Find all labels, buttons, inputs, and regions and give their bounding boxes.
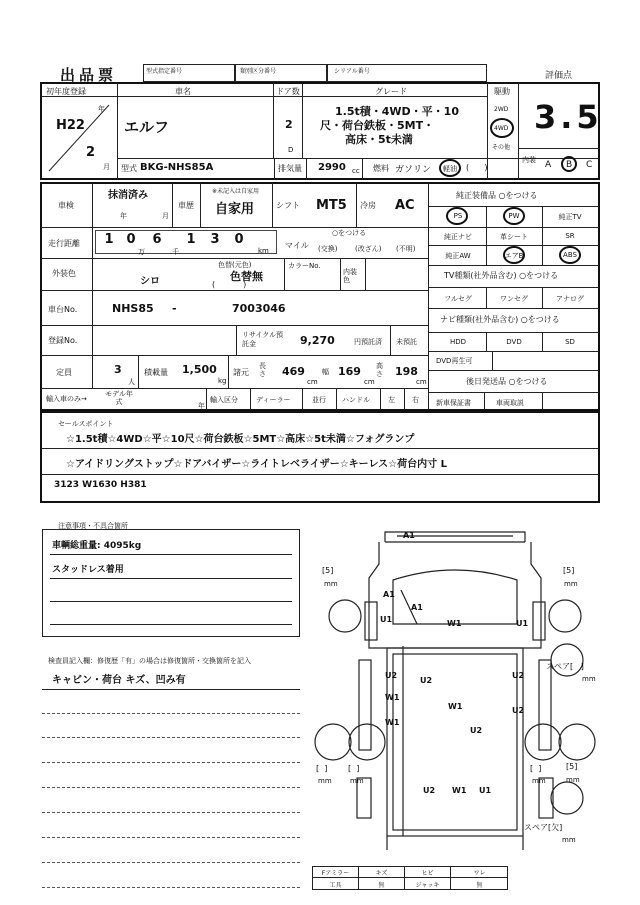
naisou-label: 内装 xyxy=(522,156,536,164)
tire-rl1: [ ] xyxy=(316,764,328,773)
equip-leather: 革シート xyxy=(500,233,528,241)
model-year-nen: 年 xyxy=(198,402,205,410)
inspector-line1: キャビン・荷台 キズ、凹み有 xyxy=(52,675,186,686)
dmg-a1-cab: A1 xyxy=(411,603,423,612)
tv-oneseg: ワンセグ xyxy=(500,295,528,303)
import-heiko: 並行 xyxy=(312,396,326,404)
sales-line2: ☆アイドリングストップ☆ドアバイザー☆ライトレベライザー☆キーレス☆荷台内寸 L xyxy=(66,459,447,470)
tv-title: TV種類(社外品含む) ○をつける xyxy=(444,271,559,280)
tire-fr-unit: mm xyxy=(564,580,578,588)
equip-abs-circle xyxy=(559,246,581,264)
chassis-dash: - xyxy=(172,302,177,315)
recycle-yotaku: 円預託済 xyxy=(354,338,382,346)
mileage-man: 万 xyxy=(138,248,145,256)
shaken-tsuki: 月 xyxy=(162,212,169,220)
tv-fullseg: フルセグ xyxy=(444,295,472,303)
tire-rl1-unit: mm xyxy=(318,777,332,785)
equip-pw: PW xyxy=(508,212,520,220)
equip-airbag: エアB xyxy=(504,252,524,260)
chassis-label: 車台No. xyxy=(48,305,78,314)
fuel-option-circle xyxy=(439,159,461,177)
mileage-digit-2: 0 xyxy=(126,232,136,247)
handle-right: 右 xyxy=(412,396,419,404)
tire-rr1: [ ] xyxy=(530,764,542,773)
mileage-digit-5: 3 xyxy=(210,232,220,247)
shareki-value: 自家用 xyxy=(215,202,255,217)
after-manual: 車両取説 xyxy=(496,399,524,407)
legend-ware: ワレ xyxy=(473,870,486,877)
spare-top-unit: mm xyxy=(582,675,596,683)
fuel-paren: ( ) xyxy=(466,163,488,172)
irogae-value: 色替無 xyxy=(230,270,263,283)
shaken-label: 車検 xyxy=(58,201,74,210)
teiin-unit: 人 xyxy=(128,378,135,386)
dmg-u2-rear: U2 xyxy=(423,786,436,795)
registration-label: 登録No. xyxy=(48,336,78,345)
equip-ps-circle xyxy=(446,207,468,225)
month-value: 2 xyxy=(86,145,96,160)
mileage-km: km xyxy=(258,247,269,255)
chassis-prefix: NHS85 xyxy=(112,302,154,315)
height-value: 198 xyxy=(395,365,418,378)
grade-line1: 1.5t積・4WD・平・10 xyxy=(335,105,459,118)
sales-label: セールスポイント xyxy=(58,420,114,428)
handle-label: ハンドル xyxy=(342,396,370,404)
dmg-w1-cab: W1 xyxy=(447,619,462,628)
handle-left: 左 xyxy=(388,396,395,404)
shaken-value: 抹消済み xyxy=(108,190,148,201)
displacement-label: 排気量 xyxy=(278,164,302,173)
shonendo-label: 初年度登録 xyxy=(46,87,86,96)
irogae-paren: ( ) xyxy=(212,280,247,289)
dmg-w1-rear: W1 xyxy=(452,786,467,795)
ruibetsu-label: 類別区分番号 xyxy=(240,68,277,75)
color-value: シロ xyxy=(140,276,160,287)
jikayo-note: ※未記入は自家用 xyxy=(212,188,260,195)
legend-kizu: キズ xyxy=(375,870,388,877)
teiin-label: 定員 xyxy=(56,368,72,377)
dmg-w1-left: W1 xyxy=(385,693,400,702)
month-suffix: 月 xyxy=(103,163,110,171)
sales-line3: 3123 W1630 H381 xyxy=(54,480,147,490)
sekisai-label: 積載量 xyxy=(144,368,168,377)
tire-rl2-unit: mm xyxy=(350,777,364,785)
dmg-u2-bed1: U2 xyxy=(420,676,433,685)
width-value: 169 xyxy=(338,365,361,378)
length-label: 長さ xyxy=(259,362,266,378)
tire-fl: [5] xyxy=(322,566,334,575)
navi-sd: SD xyxy=(565,338,575,346)
fuel-label: 燃料 xyxy=(373,164,389,173)
after-warranty: 新車保証書 xyxy=(436,399,471,407)
fuel-option: 軽油 xyxy=(443,165,457,173)
grade-line2: 尺・荷台鉄板・5MT・ xyxy=(320,119,435,132)
grade-line3: 高床・5t未満 xyxy=(345,133,413,146)
interior-b-circle xyxy=(561,156,577,172)
mileage-digit-6: 0 xyxy=(234,232,244,247)
maru-label: ○をつける xyxy=(332,229,367,237)
dmg-a1-front: A1 xyxy=(403,531,415,540)
tire-rr2-unit: mm xyxy=(566,776,580,784)
mile-label: マイル xyxy=(285,241,309,250)
height-unit: cm xyxy=(416,378,427,386)
equip-navi: 純正ナビ xyxy=(444,233,472,241)
shogen-label: 諸元 xyxy=(233,368,249,377)
dvd-label: DVD再生可 xyxy=(436,357,473,365)
teiin-value: 3 xyxy=(114,363,122,376)
dmg-a1-cab-left: A1 xyxy=(383,590,395,599)
reibou-value: AC xyxy=(395,198,415,213)
hyoka-label: 評価点 xyxy=(545,71,573,81)
spare-top: スペア[ ] xyxy=(546,662,584,671)
model-year-label: モデル年式 xyxy=(105,390,133,406)
door-count: 2 xyxy=(285,118,293,131)
length-value: 469 xyxy=(282,365,305,378)
sales-line1: ☆1.5t積☆4WD☆平☆10尺☆荷台鉄板☆5MT☆高床☆5t未満☆フォグランプ xyxy=(66,434,415,445)
cc-unit: cc xyxy=(352,167,360,175)
dmg-w1-bed: W1 xyxy=(448,702,463,711)
drive-4wd: 4WD xyxy=(494,125,509,132)
score: 3.5 xyxy=(534,98,603,136)
import-class-label: 輸入区分 xyxy=(210,396,238,404)
katashiki-label: 型式指定番号 xyxy=(146,68,183,75)
tire-fr: [5] xyxy=(563,566,575,575)
interior-a: A xyxy=(545,160,552,170)
kokan-option: (交換) xyxy=(318,245,338,253)
inspector-title: 検査員記入欄：修復歴「有」の場合は修復箇所・交換箇所を記入 xyxy=(48,657,251,665)
legend-tools-value: 無 xyxy=(378,882,385,889)
year-suffix: 年 xyxy=(98,105,105,113)
serial-label: シリアル番号 xyxy=(334,68,370,75)
tv-analog: アナログ xyxy=(556,295,584,303)
legend-hibi: ヒビ xyxy=(421,870,434,877)
shamei-label: 車名 xyxy=(175,87,191,96)
displacement-value: 2990 xyxy=(318,162,346,173)
width-unit: cm xyxy=(364,378,375,386)
equip-pw-circle xyxy=(503,207,525,225)
shift-value: MT5 xyxy=(316,198,347,213)
grade-label: グレード xyxy=(375,87,407,96)
legend-jack: ジャッキ xyxy=(415,882,440,889)
drive-other: その他 xyxy=(492,144,511,151)
kaizan-option: (改ざん) xyxy=(355,245,382,253)
dmg-u1-cab-right: U1 xyxy=(516,619,529,628)
mileage-sen: 千 xyxy=(172,248,179,256)
equip-airbag-circle xyxy=(503,246,525,264)
spare-bottom: スペア[欠] xyxy=(524,823,563,832)
import-label: 輸入車のみ→ xyxy=(46,395,87,403)
import-dealer: ディーラー xyxy=(256,396,291,404)
door-type: D xyxy=(288,146,294,154)
navi-hdd: HDD xyxy=(449,338,467,346)
interior-b: B xyxy=(566,160,573,170)
width-label: 幅 xyxy=(322,368,329,376)
dmg-u1-rear: U1 xyxy=(479,786,492,795)
mileage-digit-3: 6 xyxy=(152,232,162,247)
equip-tv: 純正TV xyxy=(558,213,582,221)
shareki-label: 車歴 xyxy=(178,201,194,210)
dmg-u2-bed2: U2 xyxy=(470,726,483,735)
navi-title: ナビ種類(社外品含む) ○をつける xyxy=(440,315,560,324)
legend-mirror: Fアミラー xyxy=(321,870,350,877)
dmg-u2-left1: U2 xyxy=(385,671,398,680)
door-label: ドア数 xyxy=(276,87,300,96)
mileage-label: 走行距離 xyxy=(48,239,80,248)
recycle-value: 9,270 xyxy=(300,334,335,347)
model-label: 型式 xyxy=(121,164,137,173)
sekisai-value: 1,500 xyxy=(182,363,217,376)
fuel-value: ガソリン xyxy=(395,165,432,175)
mileage-digit-4: 1 xyxy=(186,232,196,247)
car-name: エルフ xyxy=(124,118,170,136)
tire-rl2: [ ] xyxy=(348,764,360,773)
dmg-u2-right2: U2 xyxy=(512,706,525,715)
dmg-w1-left2: W1 xyxy=(385,718,400,727)
after-title: 後日発送品 ○をつける xyxy=(466,377,548,386)
spare-bottom-unit: mm xyxy=(562,836,576,844)
dmg-u1-cab: U1 xyxy=(380,615,393,624)
interior-c: C xyxy=(586,160,593,170)
notes-line1: 車輌総重量: 4095kg xyxy=(52,541,142,551)
year-era: H22 xyxy=(56,118,85,133)
drive-4wd-circle xyxy=(490,118,514,138)
shaken-nen: 年 xyxy=(120,212,127,220)
dmg-u2-right1: U2 xyxy=(512,671,525,680)
kudo-label: 駆動 xyxy=(494,87,510,96)
height-label: 高さ xyxy=(376,362,383,378)
tire-rr2: [5] xyxy=(566,762,578,771)
form-title: 出品票 xyxy=(60,66,118,84)
color-no-label: カラーNo. xyxy=(288,262,321,270)
tire-rr1-unit: mm xyxy=(532,777,546,785)
notes-line2: スタッドレス着用 xyxy=(52,565,124,575)
mileage-digit-1: 1 xyxy=(104,232,114,247)
chassis-number: 7003046 xyxy=(232,302,286,315)
equip-aw: 純正AW xyxy=(445,252,471,260)
recycle-label: リサイクル預託金 xyxy=(242,331,284,348)
equip-title: 純正装備品 ○をつける xyxy=(456,191,538,200)
notes-title: 注意事項・不具合箇所 xyxy=(58,522,128,530)
vehicle-diagram xyxy=(305,520,605,860)
fumei-option: (不明) xyxy=(396,245,416,253)
legend-tools: 工具 xyxy=(329,882,342,889)
naisou-iro-label: 内装色 xyxy=(343,268,357,284)
shift-label: シフト xyxy=(276,201,300,210)
drive-2wd: 2WD xyxy=(494,106,509,113)
navi-dvd: DVD xyxy=(506,338,522,346)
irogae-label: 色替(元色) xyxy=(218,261,252,269)
equip-abs: ABS xyxy=(563,251,577,259)
model-value: BKG-NHS85A xyxy=(140,162,214,173)
recycle-mi: 未預託 xyxy=(396,338,417,346)
gaisou-label: 外装色 xyxy=(52,269,76,278)
reibou-label: 冷房 xyxy=(360,201,376,210)
equip-sr: SR xyxy=(565,232,575,240)
equip-ps: PS xyxy=(453,212,463,220)
tire-fl-unit: mm xyxy=(324,580,338,588)
length-unit: cm xyxy=(307,378,318,386)
legend-jack-value: 無 xyxy=(476,882,483,889)
sekisai-unit: kg xyxy=(218,377,227,385)
